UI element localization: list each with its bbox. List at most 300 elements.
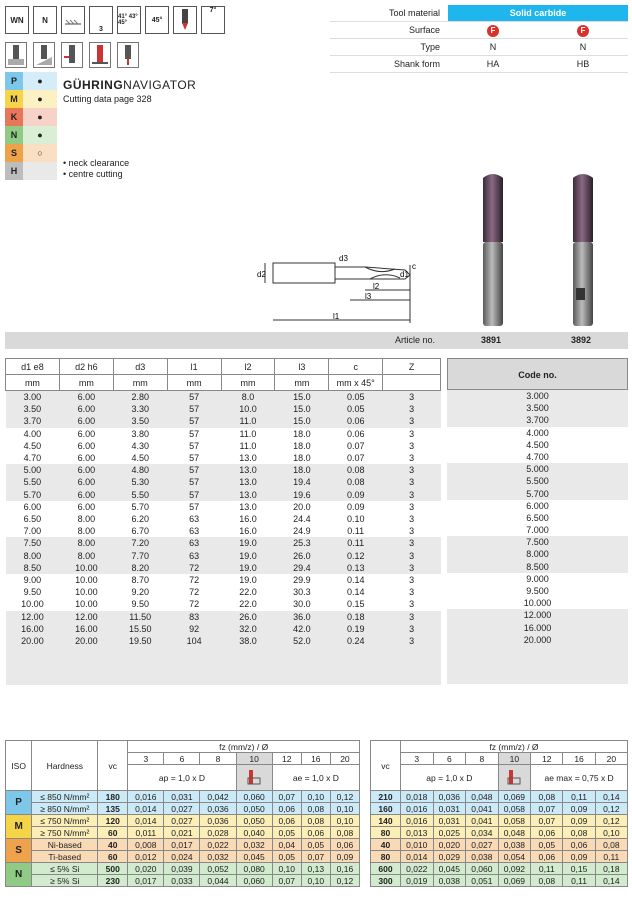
fz-cell: 0,092 [498, 863, 531, 875]
iso-suitability-mark: ● [23, 90, 57, 108]
iso-group-h [5, 162, 57, 180]
fz-cell: 0,010 [401, 839, 434, 851]
table-row [6, 562, 441, 574]
table-cell: 15.0 [275, 415, 329, 427]
table-cell: 57 [167, 428, 221, 440]
vc-cell: 80 [371, 827, 401, 839]
code-no-cell: 3.000 [447, 390, 628, 402]
n-type-icon: N [33, 6, 57, 34]
table-cell: 6.00 [59, 391, 113, 404]
iso-code: P [5, 72, 23, 90]
fz-cell: 0,07 [531, 815, 563, 827]
table-row [6, 501, 441, 513]
fz-cell: 0,038 [466, 851, 499, 863]
iso-group-cell: N [6, 863, 32, 887]
table-cell: 4.30 [113, 440, 167, 452]
fz-cell: 0,060 [466, 863, 499, 875]
fz-cell: 0,08 [330, 827, 359, 839]
cutting-row [371, 863, 628, 875]
ramping-icon [33, 42, 55, 68]
table-cell: 15.0 [275, 391, 329, 404]
surface-badge-2: F [577, 25, 589, 37]
table-cell: 4.70 [6, 452, 60, 464]
table-cell: 29.4 [275, 562, 329, 574]
fz-cell: 0,014 [401, 851, 434, 863]
table-row [6, 598, 441, 610]
iso-group-s [5, 144, 57, 162]
code-no-cell: 16.000 [447, 622, 628, 634]
fz-cell: 0,080 [236, 863, 272, 875]
cutting-row [371, 875, 628, 887]
table-cell: 6.00 [59, 489, 113, 501]
table-row [6, 550, 441, 562]
fz-cell: 0,058 [498, 815, 531, 827]
table-row [6, 574, 441, 586]
table-cell: 11.50 [113, 611, 167, 623]
table-cell: 3 [383, 476, 441, 488]
table-row [6, 611, 441, 623]
table-cell: 19.0 [221, 562, 275, 574]
hardness-cell: ≥ 750 N/mm² [32, 827, 98, 839]
code-no-cell: 4.500 [447, 439, 628, 451]
table-cell: 0.15 [329, 598, 383, 610]
table-cell: 3.50 [6, 403, 60, 415]
fz-cell: 0,11 [563, 875, 595, 887]
diameter-header: 8 [200, 753, 236, 765]
table-cell: 0.12 [329, 550, 383, 562]
table-cell: 63 [167, 525, 221, 537]
table-cell: 3 [383, 574, 441, 586]
vc-cell: 300 [371, 875, 401, 887]
table-cell: 0.11 [329, 525, 383, 537]
column-unit: mm [59, 375, 113, 391]
table-cell: 0.11 [329, 537, 383, 549]
fz-cell: 0,14 [595, 875, 627, 887]
fz-cell: 0,033 [164, 875, 200, 887]
table-cell: 83 [167, 611, 221, 623]
table-cell: 10.00 [59, 586, 113, 598]
table-cell: 72 [167, 586, 221, 598]
fz-cell: 0,048 [498, 827, 531, 839]
fz-cell: 0,038 [433, 875, 466, 887]
table-cell: 5.50 [113, 489, 167, 501]
profile-milling-icon [89, 42, 111, 68]
table-cell: 57 [167, 501, 221, 513]
table-cell: 3.30 [113, 403, 167, 415]
ap-label: ap = 1,0 x D [401, 765, 499, 791]
hardness-cell: ≤ 850 N/mm² [32, 791, 98, 803]
table-cell: 4.50 [113, 452, 167, 464]
table-cell: 5.50 [6, 476, 60, 488]
table-cell: 18.0 [275, 428, 329, 440]
table-cell: 3 [383, 489, 441, 501]
table-cell: 3 [383, 403, 441, 415]
guehring-logo: GÜHRINGNAVIGATOR [63, 78, 197, 92]
fz-cell: 0,06 [330, 839, 359, 851]
fz-cell: 0,05 [531, 839, 563, 851]
fz-cell: 0,060 [236, 875, 272, 887]
hardness-header: Hardness [32, 741, 98, 791]
table-cell: 6.00 [59, 403, 113, 415]
cutting-row [371, 815, 628, 827]
end-mill-icon [173, 6, 197, 34]
fz-cell: 0,07 [531, 803, 563, 815]
table-cell: 24.9 [275, 525, 329, 537]
fz-cell: 0,08 [301, 803, 330, 815]
ae-label: ae = 1,0 x D [272, 765, 359, 791]
code-no-cell: 9.000 [447, 573, 628, 585]
code-no-cell: 4.000 [447, 427, 628, 439]
engagement-icon [498, 765, 531, 791]
table-cell: 9.00 [6, 574, 60, 586]
table-cell: 0.08 [329, 476, 383, 488]
fz-cell: 0,029 [433, 851, 466, 863]
fz-cell: 0,031 [164, 791, 200, 803]
table-row [6, 525, 441, 537]
fz-cell: 0,11 [595, 851, 627, 863]
table-cell: 7.70 [113, 550, 167, 562]
fz-cell: 0,018 [401, 791, 434, 803]
code-column [447, 390, 628, 684]
navigator-label: NAVIGATOR [123, 78, 197, 92]
table-cell: 13.0 [221, 476, 275, 488]
fz-cell: 0,014 [128, 815, 164, 827]
iso-group-k [5, 108, 57, 126]
tool-image-3892 [568, 170, 598, 330]
dimensions-table [5, 358, 441, 685]
label-d1: d1 [400, 270, 409, 279]
table-row [6, 452, 441, 464]
cutting-data-ref: Cutting data page 328 [63, 94, 152, 104]
code-no-cell: 5.000 [447, 463, 628, 475]
fz-cell: 0,10 [330, 815, 359, 827]
cutting-row [371, 839, 628, 851]
column-unit: mm [275, 375, 329, 391]
table-filler [6, 647, 441, 685]
table-cell: 57 [167, 464, 221, 476]
article-label: Article no. [395, 335, 436, 345]
table-cell: 19.6 [275, 489, 329, 501]
fz-cell: 0,024 [164, 851, 200, 863]
fz-cell: 0,05 [301, 839, 330, 851]
table-cell: 0.10 [329, 513, 383, 525]
cutting-row [6, 827, 360, 839]
table-cell: 8.00 [59, 550, 113, 562]
table-cell: 32.0 [221, 623, 275, 635]
table-cell: 52.0 [275, 635, 329, 647]
diameter-header: 6 [164, 753, 200, 765]
fz-cell: 0,06 [301, 827, 330, 839]
technical-drawing [255, 245, 430, 327]
table-row [6, 635, 441, 647]
fz-cell: 0,08 [531, 875, 563, 887]
spec-type: Type N N [330, 39, 628, 56]
code-no-cell: 8.500 [447, 561, 628, 573]
fz-cell: 0,032 [200, 851, 236, 863]
code-no-cell: 3.700 [447, 414, 628, 426]
iso-suitability-mark: ● [23, 108, 57, 126]
table-cell: 0.08 [329, 464, 383, 476]
table-cell: 2.80 [113, 391, 167, 404]
fz-cell: 0,025 [433, 827, 466, 839]
code-no-cell: 7.500 [447, 536, 628, 548]
column-header: Z [383, 359, 441, 375]
table-cell: 72 [167, 574, 221, 586]
article-no-3891: 3891 [481, 335, 502, 345]
table-cell: 0.06 [329, 428, 383, 440]
vc-cell: 40 [371, 839, 401, 851]
column-header: d2 h6 [59, 359, 113, 375]
table-cell: 13.0 [221, 501, 275, 513]
diameter-header: 8 [466, 753, 499, 765]
fz-cell: 0,032 [236, 839, 272, 851]
table-row [6, 513, 441, 525]
ae-label: ae max = 0,75 x D [531, 765, 628, 791]
table-cell: 15.0 [275, 403, 329, 415]
label-l3: l3 [365, 292, 372, 301]
fz-cell: 0,10 [330, 803, 359, 815]
fz-cell: 0,18 [595, 863, 627, 875]
cutting-row [371, 791, 628, 803]
table-cell: 29.9 [275, 574, 329, 586]
table-cell: 63 [167, 513, 221, 525]
fz-cell: 0,10 [272, 863, 301, 875]
table-cell: 3 [383, 598, 441, 610]
table-cell: 13.0 [221, 464, 275, 476]
table-cell: 12.00 [6, 611, 60, 623]
wn-icon: WN [5, 6, 29, 34]
fz-cell: 0,039 [164, 863, 200, 875]
iso-code: S [5, 144, 23, 162]
table-cell: 10.00 [59, 598, 113, 610]
cutting-row [6, 791, 360, 803]
fz-cell: 0,052 [200, 863, 236, 875]
table-cell: 57 [167, 489, 221, 501]
iso-group-p [5, 72, 57, 90]
fz-cell: 0,031 [433, 803, 466, 815]
fz-cell: 0,045 [236, 851, 272, 863]
fz-cell: 0,014 [128, 803, 164, 815]
fz-cell: 0,042 [200, 791, 236, 803]
column-header: d3 [113, 359, 167, 375]
code-no-cell: 6.500 [447, 512, 628, 524]
table-cell: 8.70 [113, 574, 167, 586]
hardness-cell: ≥ 5% Si [32, 875, 98, 887]
table-row [6, 586, 441, 598]
fz-cell: 0,11 [531, 863, 563, 875]
code-no-cell: 4.700 [447, 451, 628, 463]
table-cell: 18.0 [275, 464, 329, 476]
code-no-cell: 12.000 [447, 609, 628, 621]
vc-cell: 120 [98, 815, 128, 827]
fz-header: fz (mm/z) / Ø [401, 741, 628, 753]
label-d3: d3 [339, 254, 348, 263]
table-row [6, 464, 441, 476]
fz-cell: 0,044 [200, 875, 236, 887]
table-cell: 4.80 [113, 464, 167, 476]
fz-cell: 0,07 [301, 851, 330, 863]
diameter-header: 3 [401, 753, 434, 765]
table-cell: 8.50 [6, 562, 60, 574]
vc-cell: 135 [98, 803, 128, 815]
table-cell: 42.0 [275, 623, 329, 635]
fz-cell: 0,050 [236, 803, 272, 815]
table-cell: 3 [383, 501, 441, 513]
surface-hatch-icon [61, 6, 85, 34]
table-cell: 0.24 [329, 635, 383, 647]
table-cell: 19.50 [113, 635, 167, 647]
fz-cell: 0,020 [433, 839, 466, 851]
table-cell: 0.05 [329, 403, 383, 415]
table-cell: 16.0 [221, 513, 275, 525]
table-cell: 3 [383, 415, 441, 427]
fz-cell: 0,12 [595, 815, 627, 827]
table-cell: 9.50 [6, 586, 60, 598]
table-cell: 9.20 [113, 586, 167, 598]
table-cell: 3 [383, 623, 441, 635]
table-cell: 6.20 [113, 513, 167, 525]
cutting-row [6, 875, 360, 887]
cutting-row [371, 851, 628, 863]
table-cell: 3.50 [113, 415, 167, 427]
spec-shank: Shank form HA HB [330, 56, 628, 73]
table-row [6, 623, 441, 635]
fz-cell: 0,06 [272, 803, 301, 815]
vc-cell: 600 [371, 863, 401, 875]
table-cell: 10.0 [221, 403, 275, 415]
fz-cell: 0,11 [563, 791, 595, 803]
table-cell: 72 [167, 598, 221, 610]
fz-cell: 0,016 [401, 815, 434, 827]
column-header: l2 [221, 359, 275, 375]
column-unit: mm x 45° [329, 375, 383, 391]
vc-cell: 140 [371, 815, 401, 827]
vc-cell: 40 [98, 839, 128, 851]
vc-cell: 180 [98, 791, 128, 803]
table-cell: 57 [167, 452, 221, 464]
table-cell: 3 [383, 562, 441, 574]
fz-cell: 0,051 [466, 875, 499, 887]
fz-cell: 0,12 [595, 803, 627, 815]
fz-cell: 0,10 [301, 791, 330, 803]
label-l2: l2 [373, 282, 380, 291]
table-cell: 92 [167, 623, 221, 635]
table-cell: 7.20 [113, 537, 167, 549]
table-cell: 22.0 [221, 586, 275, 598]
spec-tool-material: Tool material Solid carbide [330, 5, 628, 22]
table-cell: 3 [383, 550, 441, 562]
tool-image-3891 [478, 170, 508, 330]
spec-surface: Surface F F [330, 22, 628, 39]
fz-cell: 0,050 [236, 815, 272, 827]
fz-cell: 0,041 [466, 815, 499, 827]
fz-cell: 0,040 [236, 827, 272, 839]
iso-code: N [5, 126, 23, 144]
fz-cell: 0,022 [401, 863, 434, 875]
fz-cell: 0,10 [595, 827, 627, 839]
column-unit [383, 375, 441, 391]
table-cell: 63 [167, 550, 221, 562]
chamfer-icon: 45° [145, 6, 169, 34]
table-cell: 7.50 [6, 537, 60, 549]
fz-cell: 0,06 [563, 839, 595, 851]
table-cell: 10.00 [59, 562, 113, 574]
table-row [6, 403, 441, 415]
column-header: l3 [275, 359, 329, 375]
table-cell: 36.0 [275, 611, 329, 623]
vc-cell: 500 [98, 863, 128, 875]
tool-material-value: Solid carbide [448, 5, 628, 21]
code-no-cell: 9.500 [447, 585, 628, 597]
table-cell: 15.50 [113, 623, 167, 635]
table-cell: 30.3 [275, 586, 329, 598]
table-cell: 18.0 [275, 452, 329, 464]
fz-cell: 0,058 [498, 803, 531, 815]
code-no-header: Code no. [447, 358, 628, 390]
code-no-cell: 5.500 [447, 475, 628, 487]
table-row [6, 440, 441, 452]
fz-cell: 0,069 [498, 791, 531, 803]
cutting-row [6, 851, 360, 863]
fz-cell: 0,036 [433, 791, 466, 803]
fz-cell: 0,034 [466, 827, 499, 839]
fz-cell: 0,021 [164, 827, 200, 839]
vc-cell: 60 [98, 827, 128, 839]
table-cell: 3.80 [113, 428, 167, 440]
fz-header: fz (mm/z) / Ø [128, 741, 360, 753]
fz-cell: 0,069 [498, 875, 531, 887]
cutting-row [6, 863, 360, 875]
table-cell: 16.00 [6, 623, 60, 635]
table-cell: 30.0 [275, 598, 329, 610]
table-cell: 8.00 [59, 513, 113, 525]
table-row [6, 428, 441, 440]
table-cell: 0.14 [329, 574, 383, 586]
table-cell: 0.06 [329, 415, 383, 427]
fz-cell: 0,12 [330, 875, 359, 887]
code-no-cell: 8.000 [447, 548, 628, 560]
table-cell: 13.0 [221, 489, 275, 501]
table-row [6, 391, 441, 404]
article-no-3892: 3892 [571, 335, 592, 345]
table-cell: 6.00 [59, 501, 113, 513]
table-cell: 3.70 [6, 415, 60, 427]
table-cell: 8.00 [6, 550, 60, 562]
hardness-cell: ≤ 5% Si [32, 863, 98, 875]
diameter-header: 20 [330, 753, 359, 765]
fz-cell: 0,09 [563, 851, 595, 863]
table-cell: 5.30 [113, 476, 167, 488]
table-cell: 4.00 [6, 428, 60, 440]
table-cell: 25.3 [275, 537, 329, 549]
fz-cell: 0,054 [498, 851, 531, 863]
table-cell: 0.07 [329, 452, 383, 464]
table-cell: 5.70 [6, 489, 60, 501]
fz-cell: 0,045 [433, 863, 466, 875]
table-cell: 3 [383, 537, 441, 549]
fz-cell: 0,017 [164, 839, 200, 851]
vc-cell: 160 [371, 803, 401, 815]
table-cell: 10.00 [6, 598, 60, 610]
table-cell: 18.0 [275, 440, 329, 452]
table-cell: 22.0 [221, 598, 275, 610]
ap-label: ap = 1,0 x D [128, 765, 236, 791]
fz-cell: 0,038 [498, 839, 531, 851]
cutting-data-table [5, 740, 360, 887]
table-cell: 8.00 [59, 537, 113, 549]
table-cell: 57 [167, 403, 221, 415]
column-unit: mm [113, 375, 167, 391]
